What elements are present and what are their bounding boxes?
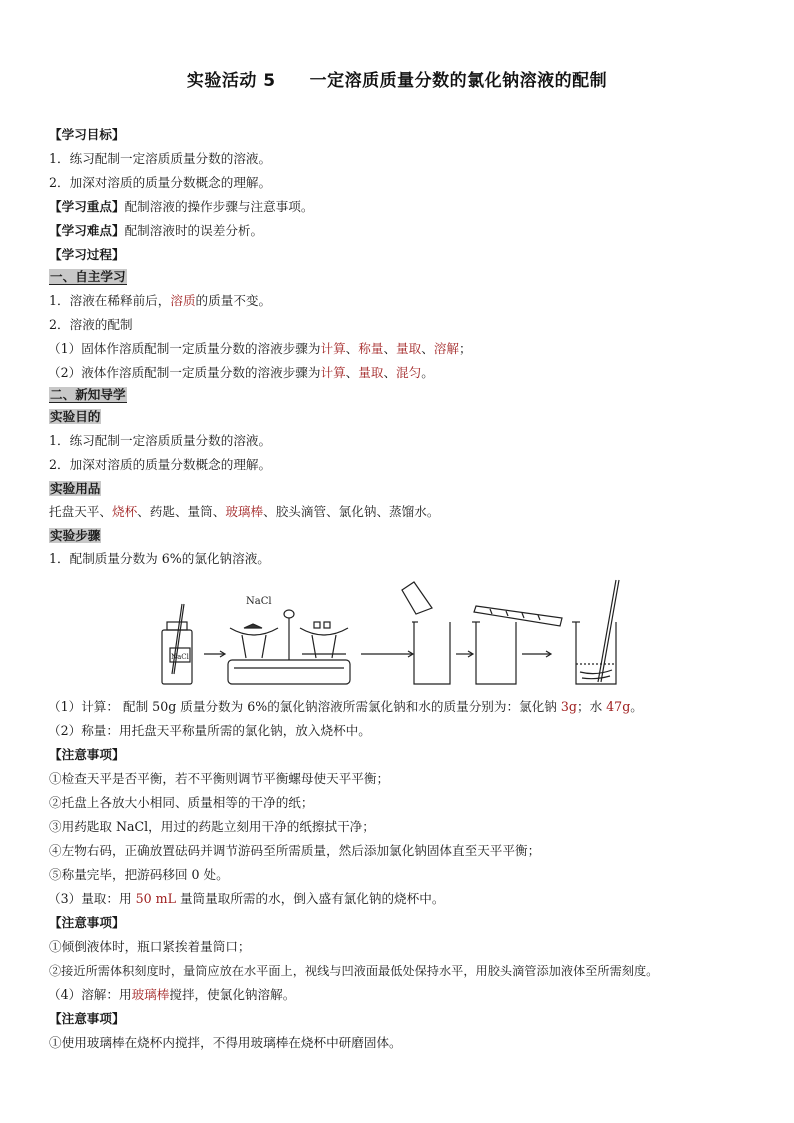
key-point-text: 配制溶液的操作步骤与注意事项。: [124, 199, 314, 214]
beaker-stirring-icon: [572, 580, 619, 684]
weigh-line: （2）称量：用托盘天平称量所需的氯化钠，放入烧杯中。: [48, 723, 371, 738]
answer-text: 3g: [560, 699, 577, 714]
measuring-cylinder-icon: [474, 606, 562, 626]
note-1-4: ④左物右码，正确放置砝码并调节游码至所需质量，然后添加氯化钠固体直至天平平衡；: [49, 843, 541, 858]
beaker-icon: [472, 622, 516, 684]
text-fragment: 1．溶液在稀释前后，: [49, 293, 171, 308]
answer-text: 量取: [396, 341, 422, 356]
answer-text: 玻璃棒: [131, 987, 170, 1002]
beaker-icon: [402, 582, 450, 684]
note-2-1: ①倾倒液体时，瓶口紧挨着量筒口；: [49, 939, 251, 954]
note-1-2: ②托盘上各放大小相同、质量相等的干净的纸；: [49, 795, 314, 810]
purpose-heading-wrap: [49, 408, 101, 426]
text-fragment: （1）固体作溶质配制一定质量分数的溶液步骤为: [48, 341, 321, 356]
purpose-heading: 实验目的: [50, 409, 101, 424]
new-learning-heading-wrap: [49, 386, 127, 404]
answer-text: 计算: [320, 341, 346, 356]
text-fragment: 、: [345, 341, 359, 356]
new-learning-heading: 二、新知导学: [50, 387, 126, 402]
answer-text: 溶解: [433, 341, 460, 356]
goal-heading: 【学习目标】: [49, 127, 125, 142]
balance-icon: [228, 610, 350, 684]
step-1: 1．配制质量分数为 6%的氯化钠溶液。: [49, 551, 270, 566]
text-fragment: 搅拌，使氯化钠溶解。: [169, 987, 296, 1002]
arrow-icon: [204, 651, 225, 657]
note-heading-3: 【注意事项】: [49, 1011, 125, 1026]
answer-text: 计算: [320, 365, 346, 380]
note-1-3: ③用药匙取 NaCl，用过的药匙立刻用干净的纸擦拭干净；: [49, 819, 375, 834]
steps-heading-wrap: [49, 527, 101, 545]
answer-text: 量取: [358, 365, 384, 380]
dissolve-line: [48, 986, 295, 1004]
text-fragment: （3）量取：用: [48, 891, 136, 906]
answer-text: 称量: [358, 341, 384, 356]
text-fragment: 、胶头滴管、氯化钠、蒸馏水。: [263, 504, 440, 519]
text-fragment: 的质量不变。: [195, 293, 272, 308]
difficulty-text: 配制溶液时的误差分析。: [124, 223, 264, 238]
note-3-1: ①使用玻璃棒在烧杯内搅拌，不得用玻璃棒在烧杯中研磨固体。: [49, 1035, 402, 1050]
solid-steps-line: [48, 340, 472, 358]
measure-line: [48, 890, 444, 908]
note-heading-1: 【注意事项】: [49, 747, 125, 762]
answer-text: 47g: [606, 699, 631, 714]
self-study-heading: 一、自主学习: [50, 269, 126, 284]
answer-text: 50 mL: [135, 891, 176, 906]
self-study-item-2: 2．溶液的配制: [49, 317, 133, 332]
arrow-icon: [522, 651, 551, 657]
note-2-2: ②接近所需体积刻度时，量筒应放在水平面上，视线与凹液面最低处保持水平，用胶头滴管添加液体至所需刻度。: [49, 964, 659, 978]
key-point-line: [49, 198, 313, 216]
answer-text: 玻璃棒: [225, 504, 264, 519]
note-1-1: ①检查天平是否平衡，若不平衡则调节平衡螺母使天平平衡；: [49, 771, 390, 786]
experiment-diagram: [150, 578, 650, 690]
page-title: [0, 66, 794, 91]
steps-heading: 实验步骤: [50, 528, 101, 543]
self-study-heading-wrap: [49, 268, 127, 286]
arrow-icon: [456, 651, 473, 657]
title-topic: 一定溶质质量分数的氯化钠溶液的配制: [309, 71, 608, 91]
text-fragment: 。: [630, 699, 643, 714]
difficulty-line: [49, 222, 263, 240]
text-fragment: 、: [383, 365, 397, 380]
note-heading-2: 【注意事项】: [49, 915, 125, 930]
bottle-label: NaCl: [171, 653, 189, 661]
nacl-label: NaCl: [246, 596, 272, 607]
text-fragment: （2）液体作溶质配制一定质量分数的溶液步骤为: [48, 365, 321, 380]
answer-text: 混匀: [396, 365, 422, 380]
title-activity: 实验活动 5: [186, 71, 276, 91]
supplies-list: [49, 503, 439, 521]
text-fragment: 量筒量取所需的水，倒入盛有氯化钠的烧杯中。: [175, 891, 445, 906]
text-fragment: 、: [383, 341, 397, 356]
note-1-5: ⑤称量完毕，把游码移回 0 处。: [49, 867, 229, 882]
text-fragment: 托盘天平、: [49, 504, 112, 519]
calc-line: [48, 698, 643, 716]
self-study-item-1: [49, 292, 271, 310]
goal-item-1: 1．练习配制一定溶质质量分数的溶液。: [49, 151, 272, 166]
text-fragment: ；: [459, 341, 472, 356]
text-fragment: ；水: [576, 699, 607, 714]
reagent-bottle-icon: [162, 604, 192, 684]
answer-text: 烧杯: [111, 504, 138, 519]
text-fragment: 、药匙、量筒、: [137, 504, 226, 519]
supplies-heading: 实验用品: [50, 481, 101, 496]
arrow-icon: [361, 651, 413, 657]
process-heading: 【学习过程】: [49, 247, 125, 262]
answer-text: 溶质: [170, 293, 196, 308]
goal-item-2: 2．加深对溶质的质量分数概念的理解。: [49, 175, 272, 190]
difficulty-label: 【学习难点】: [49, 223, 125, 238]
purpose-item-2: 2．加深对溶质的质量分数概念的理解。: [49, 457, 272, 472]
purpose-item-1: 1．练习配制一定溶质质量分数的溶液。: [49, 433, 272, 448]
text-fragment: 、: [345, 365, 359, 380]
text-fragment: （1）计算： 配制 50g 质量分数为 6%的氯化钠溶液所需氯化钠和水的质量分别为：氯化钠: [48, 699, 561, 714]
text-fragment: 、: [421, 341, 434, 356]
text-fragment: （4）溶解：用: [48, 987, 132, 1002]
text-fragment: 。: [421, 365, 434, 380]
key-point-label: 【学习重点】: [49, 199, 125, 214]
liquid-steps-line: [48, 364, 434, 382]
supplies-heading-wrap: [49, 480, 101, 498]
